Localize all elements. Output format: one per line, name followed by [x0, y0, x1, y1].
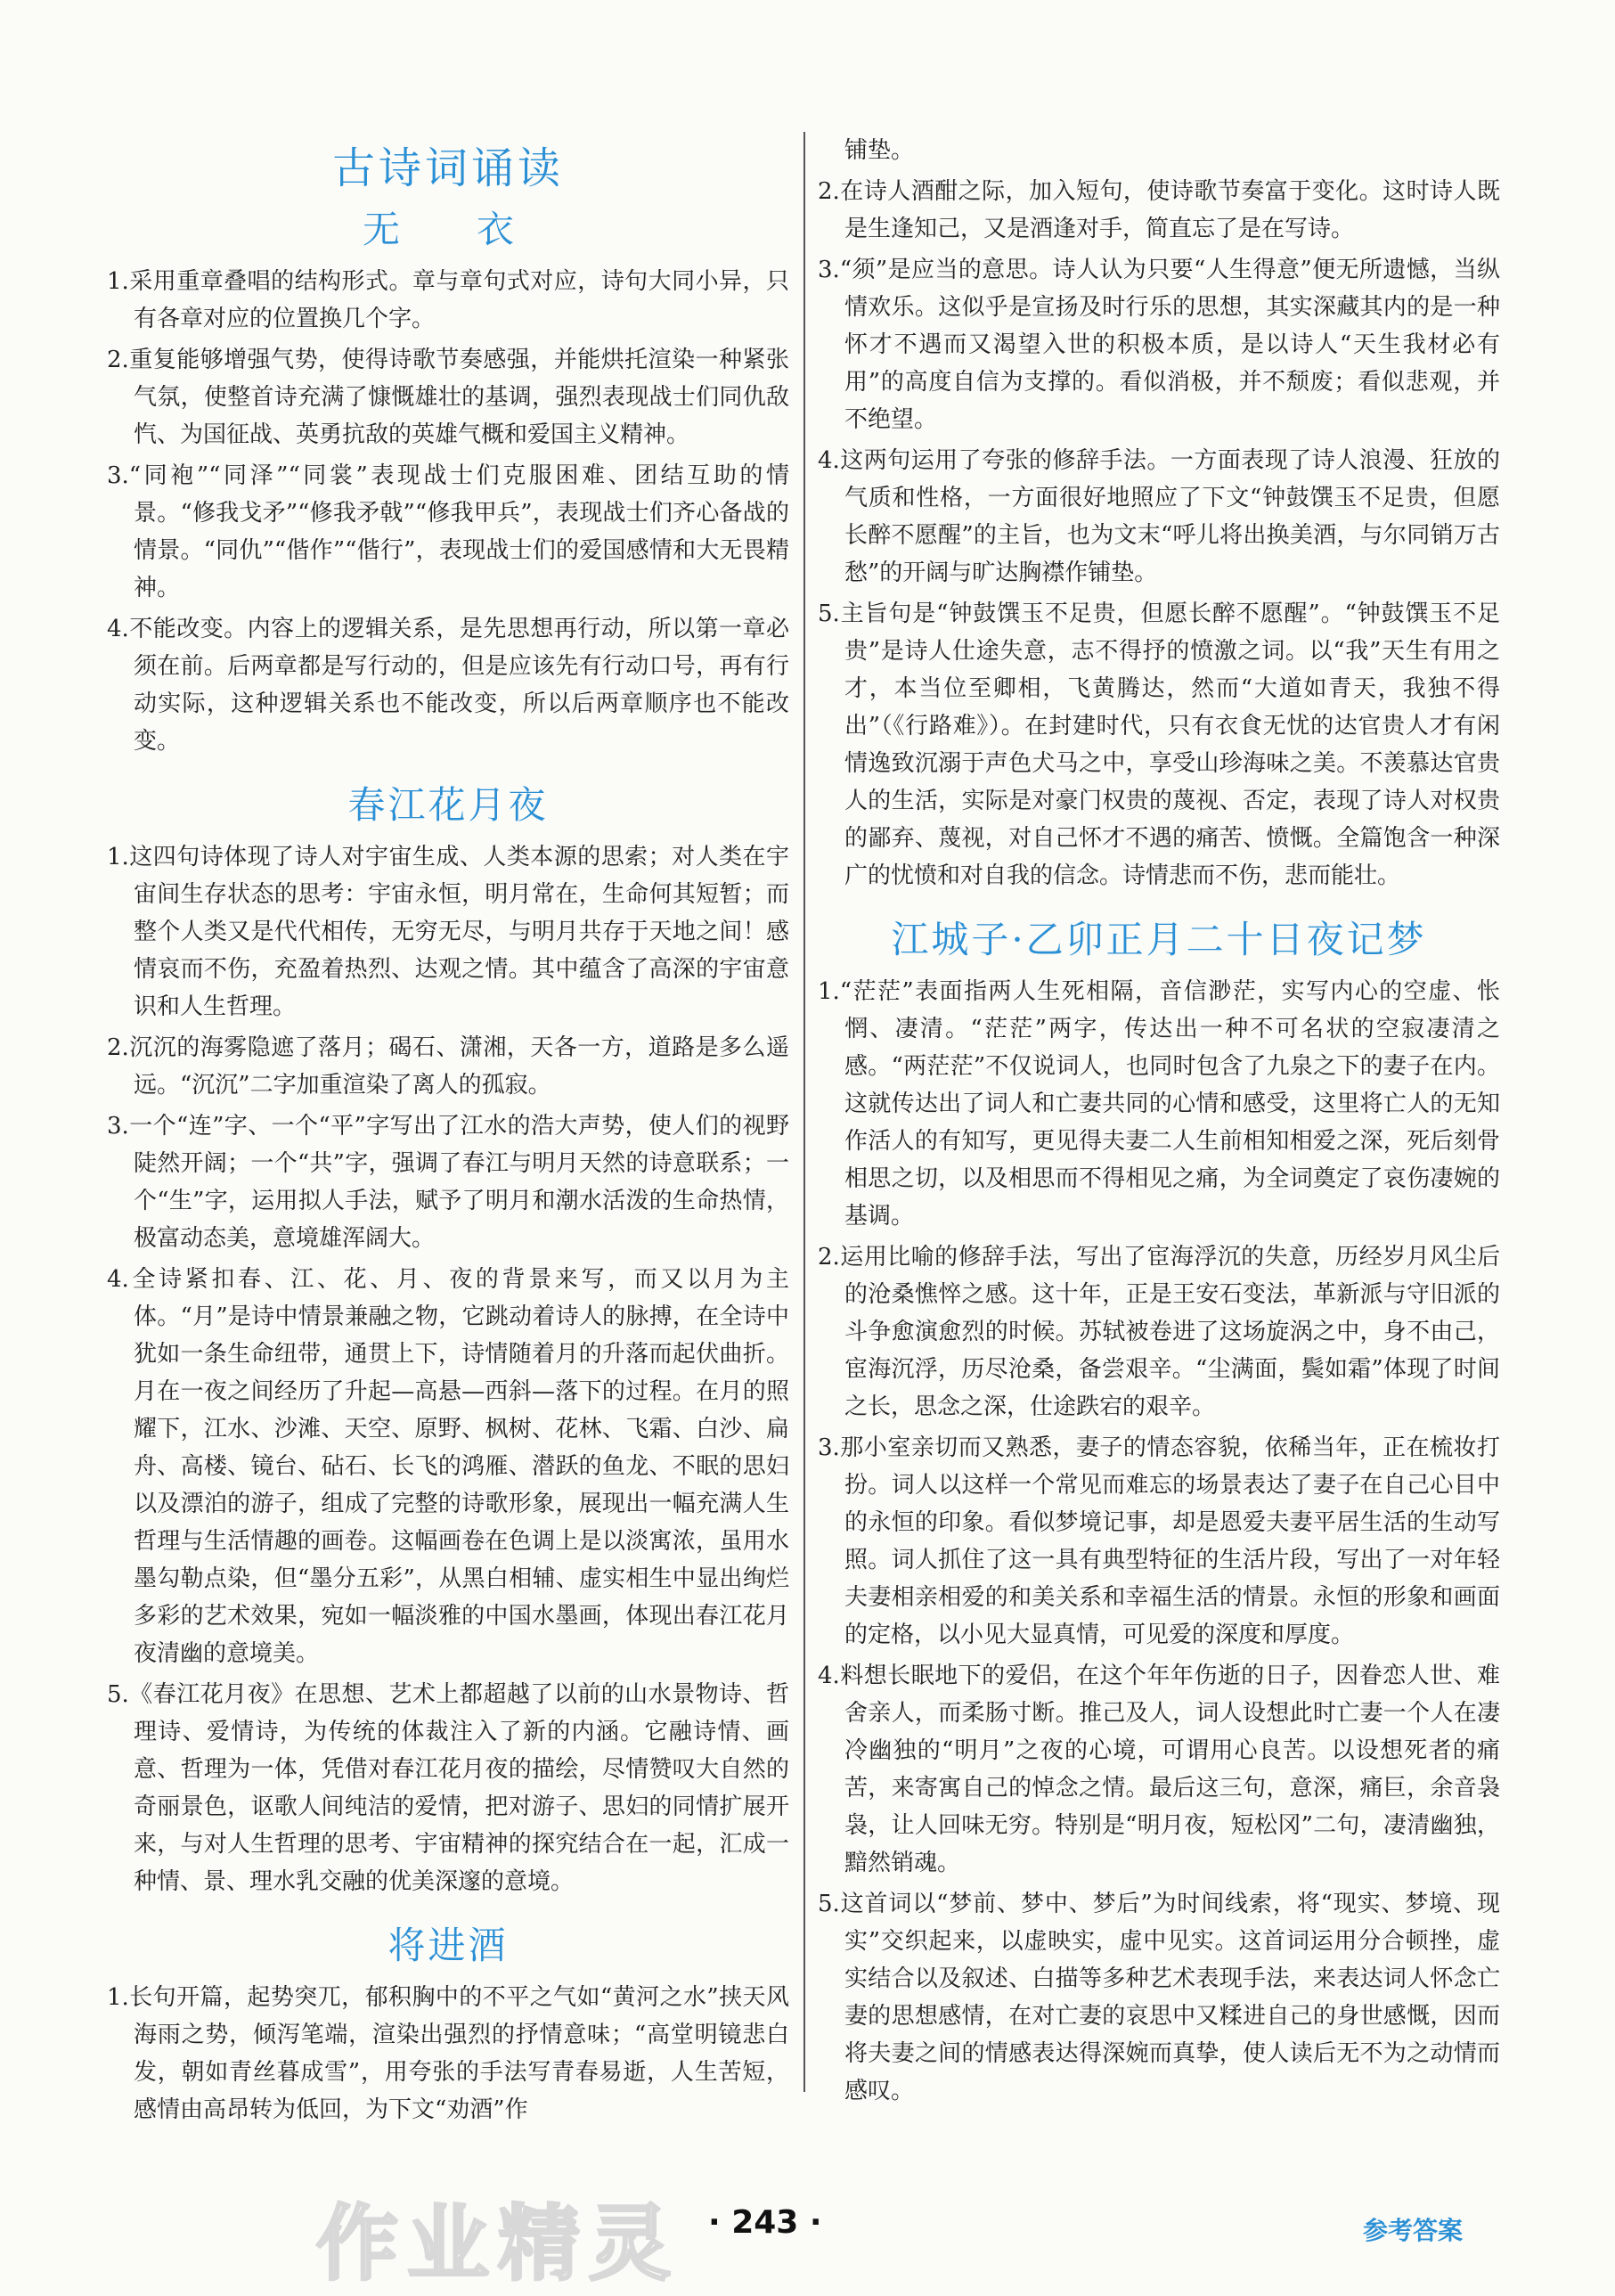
answer-item: 3.“同袍”“同泽”“同裳”表现战士们克服困难、团结互助的情景。“修我戈矛”“修我矛戟”“修我甲兵”，表现战士们齐心备战的情景。“同仇”“偕作”“偕行”，表现战士们的爱国感情和大无畏精神。: [107, 462, 789, 601]
answer-item: 3.一个“连”字、一个“平”字写出了江水的浩大声势，使人们的视野陡然开阔；一个“共”字，强调了春江与明月天然的诗意联系；一个“生”字，运用拟人手法，赋予了明月和潮水活泼的生命热情，极富动态美，意境雄浑阔大。: [107, 1113, 789, 1252]
answer-item: 4.不能改变。内容上的逻辑关系，是先思想再行动，所以第一章必须在前。后两章都是写行动的，但是应该先有行动口号，再有行动实际，这种逻辑关系也不能改变，所以后两章顺序也不能改变。: [107, 616, 789, 755]
left-column: [107, 125, 789, 2132]
answer-item: 2.运用比喻的修辞手法，写出了宦海浮沉的失意，历经岁月风尘后的沧桑憔悴之感。这十年，正是王安石变法，革新派与守旧派的斗争愈演愈烈的时候。苏轼被卷进了这场旋涡之中，身不由己，宦海沉浮，历尽沧桑，备尝艰辛。“尘满面，鬓如霜”体现了时间之长，思念之深，仕途跌宕的艰辛。: [818, 1244, 1500, 1420]
answer-continuation: 铺垫。: [844, 137, 915, 164]
section-title-chunjiang: 春江花月夜: [347, 783, 549, 827]
answer-item: 3.那小室亲切而又熟悉，妻子的情态容貌，依稀当年，正在梳妆打扮。词人以这样一个常见而难忘的场景表达了妻子在自己心目中的永恒的印象。看似梦境记事，却是恩爱夫妻平居生活的生动写照。词人抓住了这一具有典型特征的生活片段，写出了一对年轻夫妻相亲相爱的和美关系和幸福生活的情景。永恒的形象和画面的定格，以小见大显真情，可见爱的深度和厚度。: [818, 1434, 1500, 1648]
section-title-wuyi: 无 衣: [362, 208, 534, 251]
section-label: 参考答案: [1363, 2216, 1464, 2245]
section-title-qiangjinjiu: 将进酒: [387, 1924, 509, 1967]
answer-item: 1.采用重章叠唱的结构形式。章与章句式对应，诗句大同小异，只有各章对应的位置换几个字。: [107, 268, 789, 332]
section-wuyi: [107, 263, 789, 760]
answer-item: 1.长句开篇，起势突兀，郁积胸中的不平之气如“黄河之水”挟天风海雨之势，倾泻笔端，渲染出强烈的抒情意味；“高堂明镜悲白发，朝如青丝暮成雪”，用夸张的手法写青春易逝，人生苦短，感情由高昂转为低回，为下文“劝酒”作: [107, 1984, 789, 2123]
section-title-jiangchengzi: 江城子·乙卯正月二十日夜记梦: [891, 918, 1427, 961]
answer-item: 2.沉沉的海雾隐遮了落月；碣石、潇湘，天各一方，道路是多么遥远。“沉沉”二字加重渲染了离人的孤寂。: [107, 1034, 789, 1099]
answer-item: 3.“须”是应当的意思。诗人认为只要“人生得意”便无所遗憾，当纵情欢乐。这似乎是宣扬及时行乐的思想，其实深藏其内的是一种怀才不遇而又渴望入世的积极本质，是以诗人“天生我材必有用”的高度自信为支撑的。看似消极，并不颓废；看似悲观，并不绝望。: [818, 257, 1500, 433]
answer-item: 1.这四句诗体现了诗人对宇宙生成、人类本源的思索；对人类在宇宙间生存状态的思考：宇宙永恒，明月常在，生命何其短暂；而整个人类又是代代相传，无穷无尽，与明月共存于天地之间！感情哀而不伤，充盈着热烈、达观之情。其中蕴含了高深的宇宙意识和人生哲理。: [107, 844, 789, 1020]
page-title: 古诗词诵读: [331, 143, 564, 193]
answer-item: 4.这两句运用了夸张的修辞手法。一方面表现了诗人浪漫、狂放的气质和性格，一方面很好地照应了下文“钟鼓馔玉不足贵，但愿长醉不愿醒”的主旨，也为文末“呼儿将出换美酒，与尔同销万古愁”的开阔与旷达胸襟作铺垫。: [818, 447, 1500, 586]
answer-item: 4.全诗紧扣春、江、花、月、夜的背景来写，而又以月为主体。“月”是诗中情景兼融之物，它跳动着诗人的脉搏，在全诗中犹如一条生命纽带，通贯上下，诗情随着月的升落而起伏曲折。月在一夜之间经历了升起—高悬—西斜—落下的过程。在月的照耀下，江水、沙滩、天空、原野、枫树、花林、飞霜、白沙、扁舟、高楼、镜台、砧石、长飞的鸿雁、潜跃的鱼龙、不眠的思妇以及漂泊的游子，组成了完整的诗歌形象，展现出一幅充满人生哲理与生活情趣的画卷。这幅画卷在色调上是以淡寓浓，虽用水墨勾勒点染，但“墨分五彩”，从黑白相辅、虚实相生中显出绚烂多彩的艺术效果，宛如一幅淡雅的中国水墨画，体现出春江花月夜清幽的意境美。: [107, 1266, 789, 1667]
column-divider: [803, 132, 805, 2092]
answer-item: 4.料想长眠地下的爱侣，在这个年年伤逝的日子，因眷恋人世、难舍亲人，而柔肠寸断。推己及人，词人设想此时亡妻一个人在凄冷幽独的“明月”之夜的心境，可谓用心良苦。以设想死者的痛苦，来寄寓自己的悼念之情。最后这三句，意深，痛巨，余音袅袅，让人回味无穷。特别是“明月夜，短松冈”二句，凄清幽独，黯然销魂。: [818, 1663, 1500, 1876]
answer-item: 2.在诗人酒酣之际，加入短句，使诗歌节奏富于变化。这时诗人既是生逢知己，又是酒逢对手，简直忘了是在写诗。: [818, 178, 1500, 242]
section-chunjiang: [107, 838, 789, 1900]
answer-item: 5.主旨句是“钟鼓馔玉不足贵，但愿长醉不愿醒”。“钟鼓馔玉不足贵”是诗人仕途失意，志不得抒的愤激之词。以“我”天生有用之才，本当位至卿相，飞黄腾达，然而“大道如青天，我独不得出”（《行路难》）。在封建时代，只有衣食无忧的达官贵人才有闲情逸致沉溺于声色犬马之中，享受山珍海味之美。不羡慕达官贵人的生活，实际是对豪门权贵的蔑视、否定，表现了诗人对权贵的鄙弃、蔑视，对自己怀才不遇的痛苦、愤慨。全篇饱含一种深广的忧愤和对自我的信念。诗情悲而不伤，悲而能壮。: [818, 601, 1500, 889]
right-column: [818, 132, 1500, 2113]
answer-item: 2.重复能够增强气势，使得诗歌节奏感强，并能烘托渲染一种紧张气氛，使整首诗充满了慷慨雄壮的基调，强烈表现战士们同仇敌忾、为国征战、英勇抗敌的英雄气概和爱国主义精神。: [107, 347, 789, 448]
watermark-logo: 作业精灵: [316, 2196, 681, 2292]
answer-item: 1.“茫茫”表面指两人生死相隔，音信渺茫，实写内心的空虚、怅惘、凄清。“茫茫”两字，传达出一种不可名状的空寂凄清之感。“两茫茫”不仅说词人，也同时包含了九泉之下的妻子在内。这就传达出了词人和亡妻共同的心情和感受，这里将亡人的无知作活人的有知写，更见得夫妻二人生前相知相爱之深，死后刻骨相思之切，以及相思而不得相见之痛，为全词奠定了哀伤凄婉的基调。: [818, 978, 1500, 1230]
page-number: · 243 ·: [708, 2204, 822, 2241]
section-qiangjinjiu: [107, 1979, 789, 2128]
answer-item: 5.《春江花月夜》在思想、艺术上都超越了以前的山水景物诗、哲理诗、爱情诗，为传统的体裁注入了新的内涵。它融诗情、画意、哲理为一体，凭借对春江花月夜的描绘，尽情赞叹大自然的奇丽景色，讴歌人间纯洁的爱情，把对游子、思妇的同情扩展开来，与对人生哲理的思考、宇宙精神的探究结合在一起，汇成一种情、景、理水乳交融的优美深邃的意境。: [107, 1681, 789, 1895]
section-jiangchengzi: [818, 973, 1500, 2110]
answer-item: 5.这首词以“梦前、梦中、梦后”为时间线索，将“现实、梦境、现实”交织起来，以虚映实，虚中见实。这首词运用分合顿挫，虚实结合以及叙述、白描等多种艺术表现手法，来表达词人怀念亡妻的思想感情，在对亡妻的哀思中又糅进自己的身世感慨，因而将夫妻之间的情感表达得深婉而真挚，使人读后无不为之动情而感叹。: [818, 1891, 1500, 2104]
